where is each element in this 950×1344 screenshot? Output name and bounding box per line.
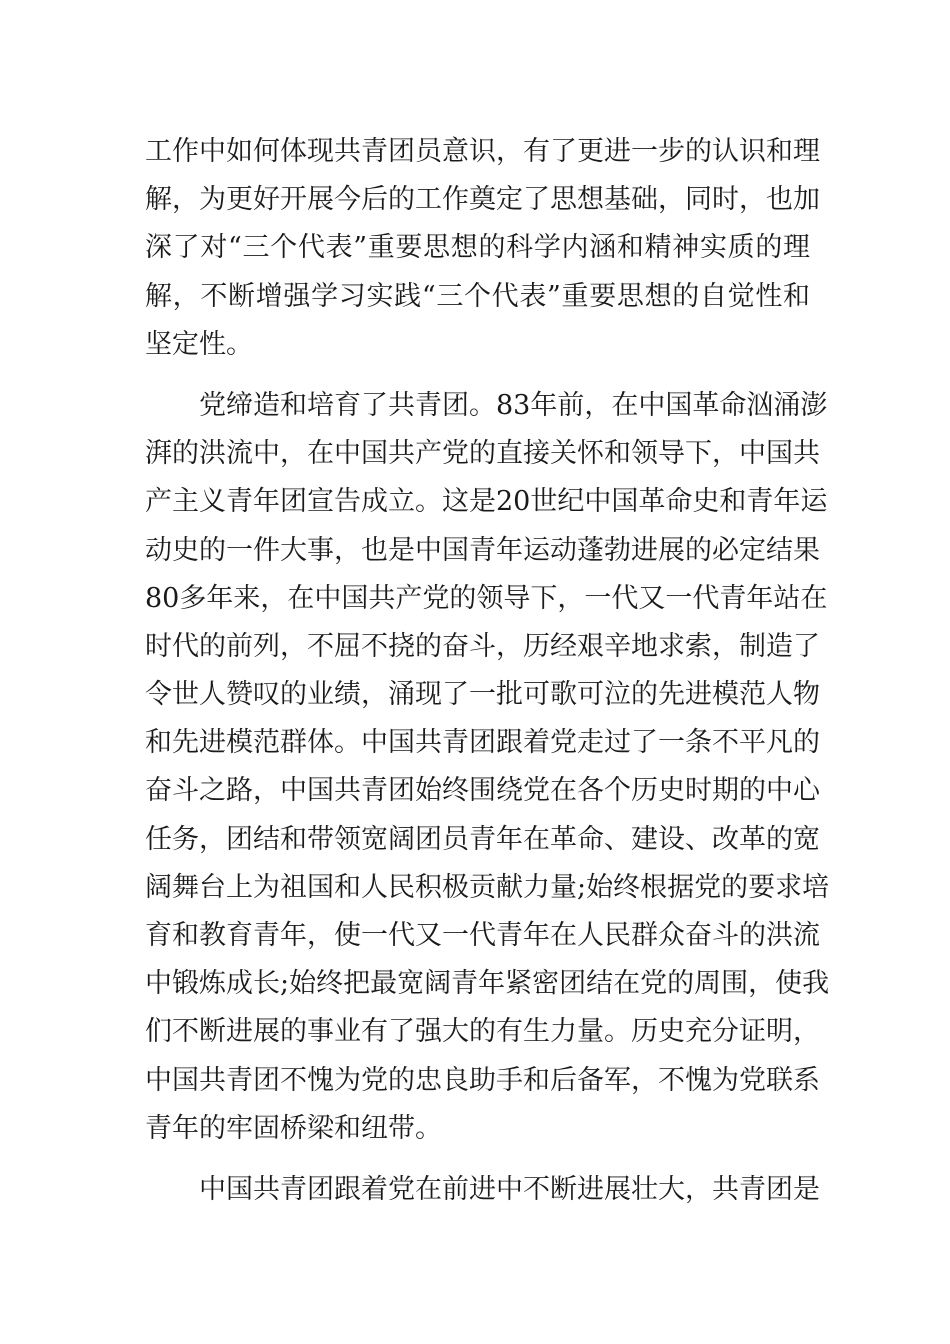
- text-line: 湃的洪流中，在中国共产党的直接关怀和领导下，中国共: [145, 438, 820, 470]
- text-line: 产主义青年团宣告成立。这是20世纪中国革命史和青年运: [145, 486, 828, 518]
- paragraph-3: [145, 1166, 820, 1214]
- paragraph-1: [145, 128, 820, 369]
- text-line: 中国共青团跟着党在前进中不断进展壮大，共青团是: [199, 1173, 820, 1205]
- paragraph-2: [145, 382, 830, 1153]
- text-line: 深了对“三个代表”重要思想的科学内涵和精神实质的理: [145, 232, 810, 264]
- text-line: 育和教育青年，使一代又一代青年在人民群众奋斗的洪流: [145, 920, 820, 951]
- text-line: 中锻炼成长;始终把最宽阔青年紧密团结在党的周围，使我: [145, 968, 830, 1000]
- text-line: 工作中如何体现共青团员意识，有了更进一步的认识和理: [145, 136, 820, 167]
- text-line: 青年的牢固桥梁和纽带。: [145, 1112, 442, 1144]
- text-line: 80多年来，在中国共产党的领导下，一代又一代青年站在: [145, 582, 828, 614]
- paragraph-gap: [145, 369, 810, 382]
- text-line: 时代的前列，不屈不挠的奋斗，历经艰辛地求索，制造了: [145, 630, 820, 662]
- text-line: 阔舞台上为祖国和人民积极贡献力量;始终根据党的要求培: [145, 871, 830, 903]
- text-line: 解，不断增强学习实践“三个代表”重要思想的自觉性和: [145, 280, 810, 312]
- text-line: 任务，团结和带领宽阔团员青年在革命、建设、改革的宽: [145, 823, 820, 855]
- paragraph-gap: [145, 1153, 810, 1166]
- text-line: 中国共青团不愧为党的忠良助手和后备军，不愧为党联系: [145, 1064, 820, 1096]
- text-line: 解，为更好开展今后的工作奠定了思想基础，同时，也加: [145, 184, 820, 216]
- text-line: 令世人赞叹的业绩，涌现了一批可歌可泣的先进模范人物: [145, 679, 820, 711]
- text-line: 和先进模范群体。中国共青团跟着党走过了一条不平凡的: [145, 727, 820, 759]
- text-line: 动史的一件大事，也是中国青年运动蓬勃进展的必定结果: [145, 534, 820, 566]
- text-line: 坚定性。: [145, 328, 253, 360]
- text-line: 奋斗之路，中国共青团始终围绕党在各个历史时期的中心: [145, 775, 820, 807]
- text-line: 们不断进展的事业有了强大的有生力量。历史充分证明，: [145, 1016, 820, 1048]
- document-body: [145, 128, 830, 1214]
- text-line: 党缔造和培育了共青团。83年前，在中国革命汹涌澎: [199, 389, 828, 421]
